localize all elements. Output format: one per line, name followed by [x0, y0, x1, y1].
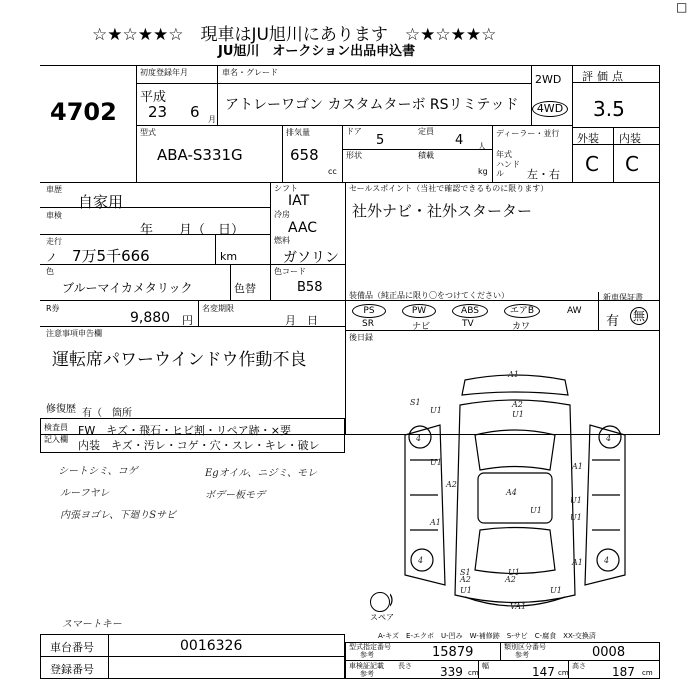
- equip-airbag: エアB: [504, 304, 540, 318]
- diagram-mark: U1: [570, 496, 582, 505]
- diagram-mark: S1: [410, 398, 421, 407]
- r-ticket-unit: 円: [182, 314, 193, 327]
- warranty-yes: 有: [606, 314, 620, 329]
- type-cert-label: 型式指定番号: [349, 643, 391, 651]
- diagram-mark: A2: [460, 575, 471, 584]
- diagram-mark: 4: [416, 434, 422, 443]
- warranty-no: 無: [630, 307, 648, 325]
- handle: 左・右: [527, 168, 560, 181]
- diagram-mark: U1: [570, 513, 582, 522]
- capacity-unit: 人: [478, 142, 486, 151]
- length-unit: cm: [468, 669, 479, 677]
- inspection-value: 年 月（ 日）: [140, 223, 245, 238]
- width-label: 幅: [482, 662, 489, 670]
- equip-sr: SR: [362, 319, 374, 329]
- doors-label: ドア: [346, 127, 362, 136]
- dealer-label: ディーラー・並行: [496, 129, 560, 138]
- diagram-mark: A2: [512, 400, 523, 409]
- repair-value: 有（ 箇所: [82, 408, 132, 419]
- grade-score: 3.5: [593, 97, 625, 121]
- shape-label: 形状: [346, 151, 362, 160]
- sales-point-label: セールスポイント（当社で確認できるものに限ります）: [349, 184, 549, 193]
- width-unit: cm: [558, 669, 569, 677]
- diagram-mark: U1: [430, 458, 442, 467]
- grade-label: 評価点: [582, 70, 627, 83]
- type-cert: 15879: [432, 645, 474, 660]
- doors: 5: [376, 133, 385, 148]
- diagram-mark: 4: [604, 556, 610, 565]
- ac: AAC: [288, 220, 318, 236]
- type-cert-ref: 参考: [360, 651, 374, 659]
- damage-legend: A-キズ E-エクボ U-凹み W-補修跡 S-サビ C-腐食 XX-交換済: [378, 632, 596, 640]
- diagram-mark: A2: [446, 480, 457, 489]
- spare-tire-icon: [370, 592, 390, 612]
- transfer-label: 名変期限: [202, 304, 234, 313]
- diagram-mark: U1: [530, 506, 542, 515]
- displacement-label: 排気量: [286, 128, 310, 137]
- hand-note-engine: Egオイル、ニジミ、モレ: [205, 468, 318, 479]
- equip-navi: ナビ: [412, 322, 431, 332]
- lot-number: 4702: [50, 98, 117, 126]
- color-code: B58: [297, 280, 323, 295]
- diagram-mark: U1: [460, 586, 472, 595]
- warranty-label: 新車保証書: [603, 293, 643, 302]
- registration-label: 初度登録年月: [140, 68, 188, 77]
- corner-mark: □: [676, 0, 688, 14]
- inspection-label: 車検: [46, 211, 62, 220]
- spare-label: スペア: [370, 613, 394, 622]
- diagram-mark: A4: [506, 488, 517, 497]
- diagram-mark: A1: [572, 462, 583, 471]
- diagram-mark: A2: [505, 575, 516, 584]
- color: ブルーマイカメタリック: [62, 281, 193, 295]
- class-label: 類別区分番号: [504, 643, 546, 651]
- sales-point-text: 社外ナビ・社外スターター: [352, 202, 533, 220]
- load-label: 積載: [418, 151, 434, 160]
- hand-note-interior: 内張ヨゴレ、下廻りSサビ: [60, 510, 177, 521]
- vehicle-name: アトレーワゴン カスタムターボ RSリミテッド: [225, 97, 519, 113]
- inspector-row-2: 内装 キズ・汚レ・コゲ・穴・スレ・キレ・破レ: [78, 439, 320, 452]
- mileage-unit: km: [220, 250, 238, 263]
- form-title: JU旭川 オークション出品申込書: [218, 44, 416, 59]
- inspector-label-1: 検査員: [44, 423, 68, 432]
- drive-4wd: 4WD: [532, 101, 568, 117]
- exterior-grade: C: [585, 152, 599, 176]
- interior-label: 内装: [619, 132, 641, 145]
- diagram-mark: U1: [512, 410, 524, 419]
- misc-label: 後日録: [349, 333, 373, 342]
- drive-2wd: 2WD: [535, 73, 562, 86]
- history-label: 車歴: [46, 185, 62, 194]
- transfer-value: 月 日: [285, 314, 318, 327]
- repair-label: 修復歴: [46, 404, 76, 415]
- diagram-mark: 4: [418, 556, 424, 565]
- length: 339: [440, 665, 463, 679]
- capacity-label: 定員: [418, 127, 434, 136]
- fuel-label: 燃料: [274, 236, 290, 245]
- color-change-label: 色替: [234, 282, 256, 295]
- equipment-label: 装備品（純正品に限り〇をつけてください）: [349, 291, 509, 300]
- equip-tv: TV: [462, 319, 474, 329]
- diagram-mark: A1: [430, 518, 441, 527]
- chassis-label: 車台番号: [50, 641, 94, 654]
- equip-ps: PS: [352, 304, 386, 318]
- hand-note-seat: シートシミ、コゲ: [58, 466, 138, 477]
- diagram-mark: A1: [572, 558, 583, 567]
- fuel: ガソリン: [283, 250, 339, 266]
- inspector-label-2: 記入欄: [44, 435, 68, 444]
- height-unit: cm: [642, 669, 653, 677]
- diagram-mark: U1: [508, 568, 520, 577]
- equip-leather: カワ: [512, 322, 531, 332]
- r-ticket-label: R券: [46, 304, 60, 313]
- height-label: 高さ: [572, 662, 586, 670]
- dims-ref: 参考: [360, 670, 374, 678]
- diagram-mark: A1: [508, 370, 519, 379]
- r-ticket: 9,880: [130, 310, 171, 326]
- history-value: 自家用: [78, 193, 124, 211]
- shift-label: シフト: [274, 184, 298, 193]
- class-ref: 参考: [515, 651, 529, 659]
- hand-note-smartkey: スマートキー: [62, 619, 122, 630]
- model-label: 型式: [140, 128, 156, 137]
- interior-grade: C: [625, 152, 639, 176]
- equip-pw: PW: [402, 304, 436, 318]
- diagram-mark: U1: [550, 586, 562, 595]
- length-label: 長さ: [398, 662, 412, 670]
- registration-year: 23: [148, 103, 168, 121]
- model-code: ABA-S331G: [157, 146, 243, 164]
- mileage: 7万5千666: [72, 247, 150, 265]
- exterior-label: 外装: [577, 132, 599, 145]
- notes-label: 注意事項申告欄: [46, 329, 102, 338]
- height: 187: [612, 665, 635, 679]
- hand-note-roof: ルーフヤレ: [60, 488, 110, 499]
- shift: IAT: [288, 193, 310, 209]
- mileage-prefix: ノ: [46, 251, 57, 264]
- color-label: 色: [46, 267, 54, 276]
- handle-label: 年式 ハンドル: [496, 150, 520, 179]
- registration-month: 6: [190, 103, 200, 121]
- mileage-label: 走行: [46, 237, 62, 246]
- displacement: 658: [290, 146, 319, 164]
- diagram-mark: U1: [430, 406, 442, 415]
- chassis-number: 0016326: [180, 638, 243, 654]
- registration-era: 平成: [140, 90, 167, 105]
- registration-month-unit: 月: [208, 115, 216, 124]
- capacity: 4: [455, 133, 464, 148]
- diagram-mark: VA1: [510, 602, 527, 611]
- width: 147: [532, 665, 555, 679]
- inspector-row-1: FW キズ・飛石・ヒビ割・リペア跡・×要: [78, 424, 291, 437]
- vehicle-name-label: 車名・グレード: [222, 68, 278, 77]
- displacement-unit: cc: [328, 167, 337, 176]
- color-code-label: 色コード: [274, 267, 306, 276]
- diagram-mark: S1: [460, 568, 471, 577]
- plate-label: 登録番号: [50, 663, 94, 676]
- equip-aw: AW: [567, 306, 582, 316]
- hand-note-body: ボデー板モデ: [205, 490, 265, 501]
- notes-text: 運転席パワーウインドウ作動不良: [52, 350, 307, 370]
- diagram-mark: 4: [606, 434, 612, 443]
- banner: ☆★☆★★☆ 現車はJU旭川にあります ☆★☆★★☆: [92, 25, 497, 45]
- damage-diagram: [390, 365, 640, 625]
- ac-label: 冷房: [274, 210, 290, 219]
- dims-label: 車検証記載: [349, 662, 384, 670]
- load-unit: kg: [478, 167, 488, 176]
- equip-abs: ABS: [452, 304, 488, 318]
- class-number: 0008: [592, 645, 626, 660]
